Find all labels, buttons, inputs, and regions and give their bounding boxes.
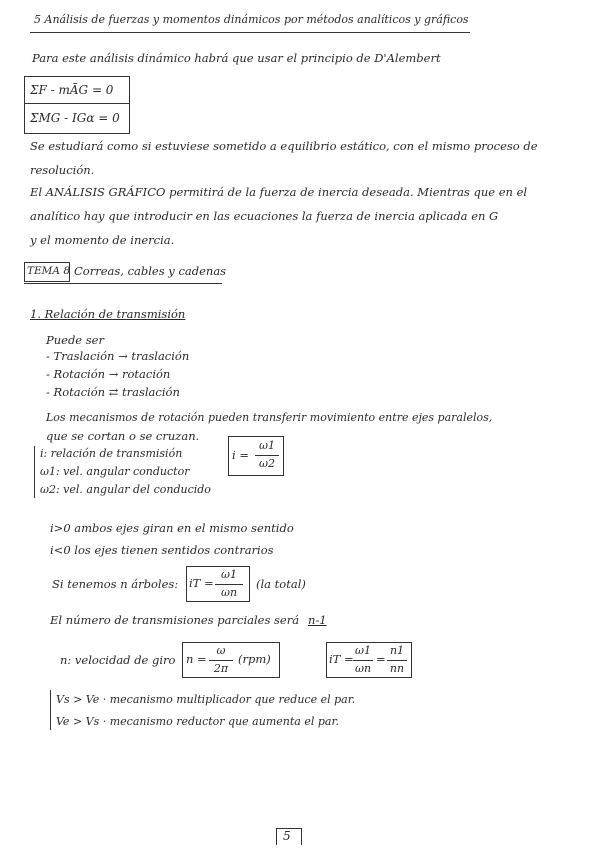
formula-iT2-fraction-bar-1 [353, 660, 373, 661]
trees-note: (la total) [256, 577, 306, 591]
paragraph-line-1: Se estudiará como si estuviese sometido a equilibrio estático, con el mismo proceso de [30, 139, 538, 153]
formula-rpm-numerator: ω [216, 644, 226, 657]
definitions-bracket [34, 446, 35, 498]
tema-tag: TEMA 8 [27, 265, 71, 277]
formula-rpm-fraction-bar [209, 660, 233, 661]
intro-text: Para este análisis dinámico habrá que usar el principio de D'Alembert [32, 51, 441, 65]
tema-underline [24, 283, 222, 284]
paragraph-line-5: y el momento de inercia. [30, 233, 175, 247]
page-title: 5 Análisis de fuerzas y momentos dinámicos por métodos analíticos y gráficos [34, 13, 469, 26]
formula-i-lhs: i = [232, 448, 249, 462]
definition-i: i: relación de transmisión [40, 447, 183, 460]
title-underline [30, 32, 470, 33]
sign-positive: i>0 ambos ejes giran en el mismo sentido [50, 521, 294, 535]
tema-title: Correas, cables y cadenas [74, 264, 227, 278]
equation-force: ΣF - mĀG = 0 [30, 83, 114, 97]
definition-w2: ω2: vel. angular del conducido [40, 483, 211, 496]
paragraph-line-4: analítico hay que introducir en las ecuaciones la fuerza de inercia aplicada en G [30, 209, 499, 223]
paragraph-line-2: resolución. [30, 163, 95, 177]
note-reductor: Ve > Vs · mecanismo reductor que aumenta el par. [56, 715, 339, 728]
equation-moment: ΣMG - IGα = 0 [30, 111, 120, 125]
formula-iT-lhs: iT = [189, 576, 214, 590]
puede-ser: Puede ser [46, 333, 104, 347]
formula-i-numerator: ω1 [259, 439, 275, 452]
note-multiplicador: Vs > Ve · mecanismo multiplicador que reduce el par. [56, 693, 356, 706]
formula-iT2-numerator-1: ω1 [355, 644, 371, 657]
formula-iT2-lhs: iT = [329, 652, 354, 666]
formula-rpm-unit: (rpm) [238, 652, 271, 666]
parciales-text: El número de transmisiones parciales será [50, 613, 300, 627]
formula-i-fraction-bar [255, 455, 279, 456]
definition-w1: ω1: vel. angular conductor [40, 465, 190, 478]
paragraph-line-3: El ANÁLISIS GRÁFICO permitirá de la fuerza de inercia deseada. Mientras que en el [30, 185, 528, 199]
formula-i-denominator: ω2 [259, 457, 275, 470]
page-number: 5 [283, 829, 291, 843]
formula-iT-fraction-bar [215, 584, 243, 585]
rpm-text: n: velocidad de giro [60, 653, 176, 667]
formula-iT2-equals: = [376, 652, 386, 666]
formula-iT2-numerator-2: n1 [389, 644, 405, 657]
parciales-value: n-1 [308, 613, 327, 627]
mechanisms-line-1: Los mecanismos de rotación pueden transferir movimiento entre ejes paralelos, [46, 411, 493, 424]
equations-divider [24, 103, 130, 104]
formula-rpm-denominator: 2π [213, 662, 229, 675]
sign-negative: i<0 los ejes tienen sentidos contrarios [50, 543, 274, 557]
section-heading: 1. Relación de transmisión [30, 307, 186, 321]
bullet-2: - Rotación → rotación [46, 367, 171, 381]
bullet-1: - Traslación → traslación [46, 349, 190, 363]
formula-iT-numerator: ω1 [221, 568, 237, 581]
formula-iT2-fraction-bar-2 [387, 660, 407, 661]
mechanisms-line-2: que se cortan o se cruzan. [46, 429, 200, 443]
formula-rpm-lhs: n = [186, 652, 207, 666]
bullet-3: - Rotación ⇄ traslación [46, 385, 180, 399]
formula-iT-denominator: ωn [220, 586, 238, 599]
notes-bracket [50, 690, 51, 730]
formula-iT2-denominator-2: nn [389, 662, 405, 675]
formula-iT2-denominator-1: ωn [354, 662, 372, 675]
trees-text: Si tenemos n árboles: [52, 577, 179, 591]
